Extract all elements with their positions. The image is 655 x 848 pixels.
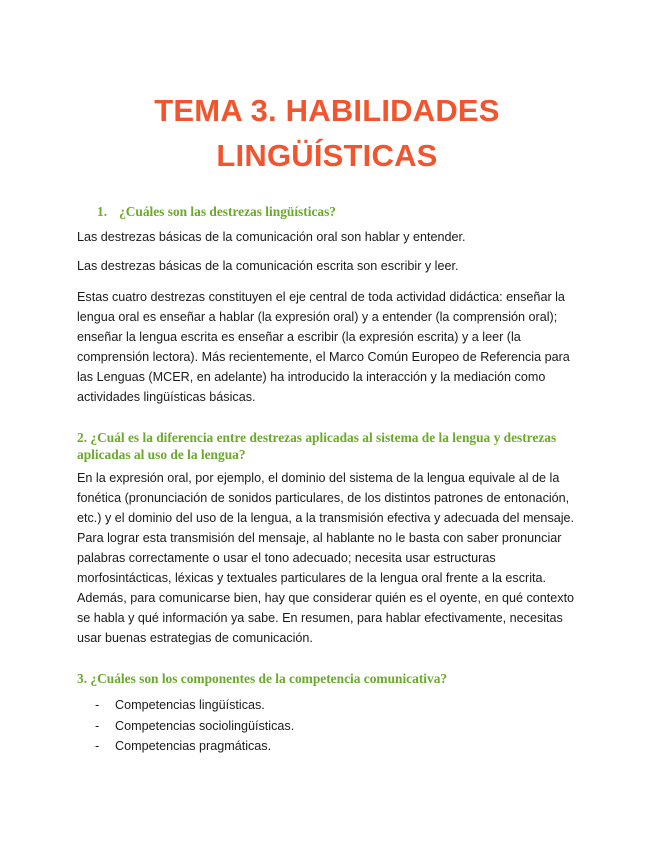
competencies-list	[77, 695, 577, 757]
title-line-2: LINGÜÍSTICAS	[216, 138, 438, 173]
section-2-heading: 2. ¿Cuál es la diferencia entre destrezas aplicadas al sistema de la lengua y destrezas aplicadas al uso de la lengua?	[77, 430, 557, 462]
list-item-text: Competencias lingüísticas.	[115, 698, 265, 712]
list-item	[77, 736, 577, 757]
section-1-number: 1.	[97, 204, 108, 219]
document-title	[77, 88, 577, 178]
section-1-paragraph-3: Estas cuatro destrezas constituyen el eje central de toda actividad didáctica: enseñar la lengua oral es enseñar a hablar (la expresión oral) y a entender (la comprensión oral); enseñar la lengua escrita es enseñar a escribir (la expresión escrita) y a leer (la comprensión lectora). Más recientemente, el Marco Común Europeo de Referencia para las Lenguas (MCER, en adelante) ha introducido la interacción y la mediación como actividades lingüísticas básicas.	[77, 290, 570, 404]
section-1-paragraph-2: Las destrezas básicas de la comunicación escrita son escribir y leer.	[77, 259, 459, 273]
list-bullet: -	[95, 739, 100, 753]
section-2-paragraph: En la expresión oral, por ejemplo, el dominio del sistema de la lengua equivale al de la fonética (pronunciación de sonidos particulares, de los distintos patrones de entonación, etc.) y el dominio del uso de la lengua, a la transmisión efectiva y adecuada del mensaje. Para lograr esta transmisión del mensaje, al hablante no le basta con saber pronunciar palabras correctamente o usar el tono adecuado; necesita usar estructuras morfosintácticas, léxicas y textuales particulares de la lengua oral frente a la escrita. Además, para comunicarse bien, hay que considerar quién es el oyente, en qué contexto se habla y qué información ya sabe. En resumen, para hablar efectivamente, necesitas usar buenas estrategias de comunicación.	[77, 471, 575, 645]
section-1-heading-text: ¿Cuáles son las destrezas lingüísticas?	[119, 204, 336, 219]
list-item	[77, 716, 577, 737]
list-item-text: Competencias sociolingüísticas.	[115, 718, 295, 733]
section-1-paragraph-1: Las destrezas básicas de la comunicación oral son hablar y entender.	[77, 230, 466, 244]
list-item	[77, 695, 577, 716]
section-1-heading	[77, 203, 577, 220]
list-bullet: -	[95, 718, 100, 733]
list-item-text: Competencias pragmáticas.	[115, 739, 272, 753]
title-line-1: TEMA 3. HABILIDADES	[154, 93, 500, 128]
list-bullet: -	[95, 698, 100, 712]
section-3-heading: 3. ¿Cuáles son los componentes de la competencia comunicativa?	[77, 671, 448, 686]
